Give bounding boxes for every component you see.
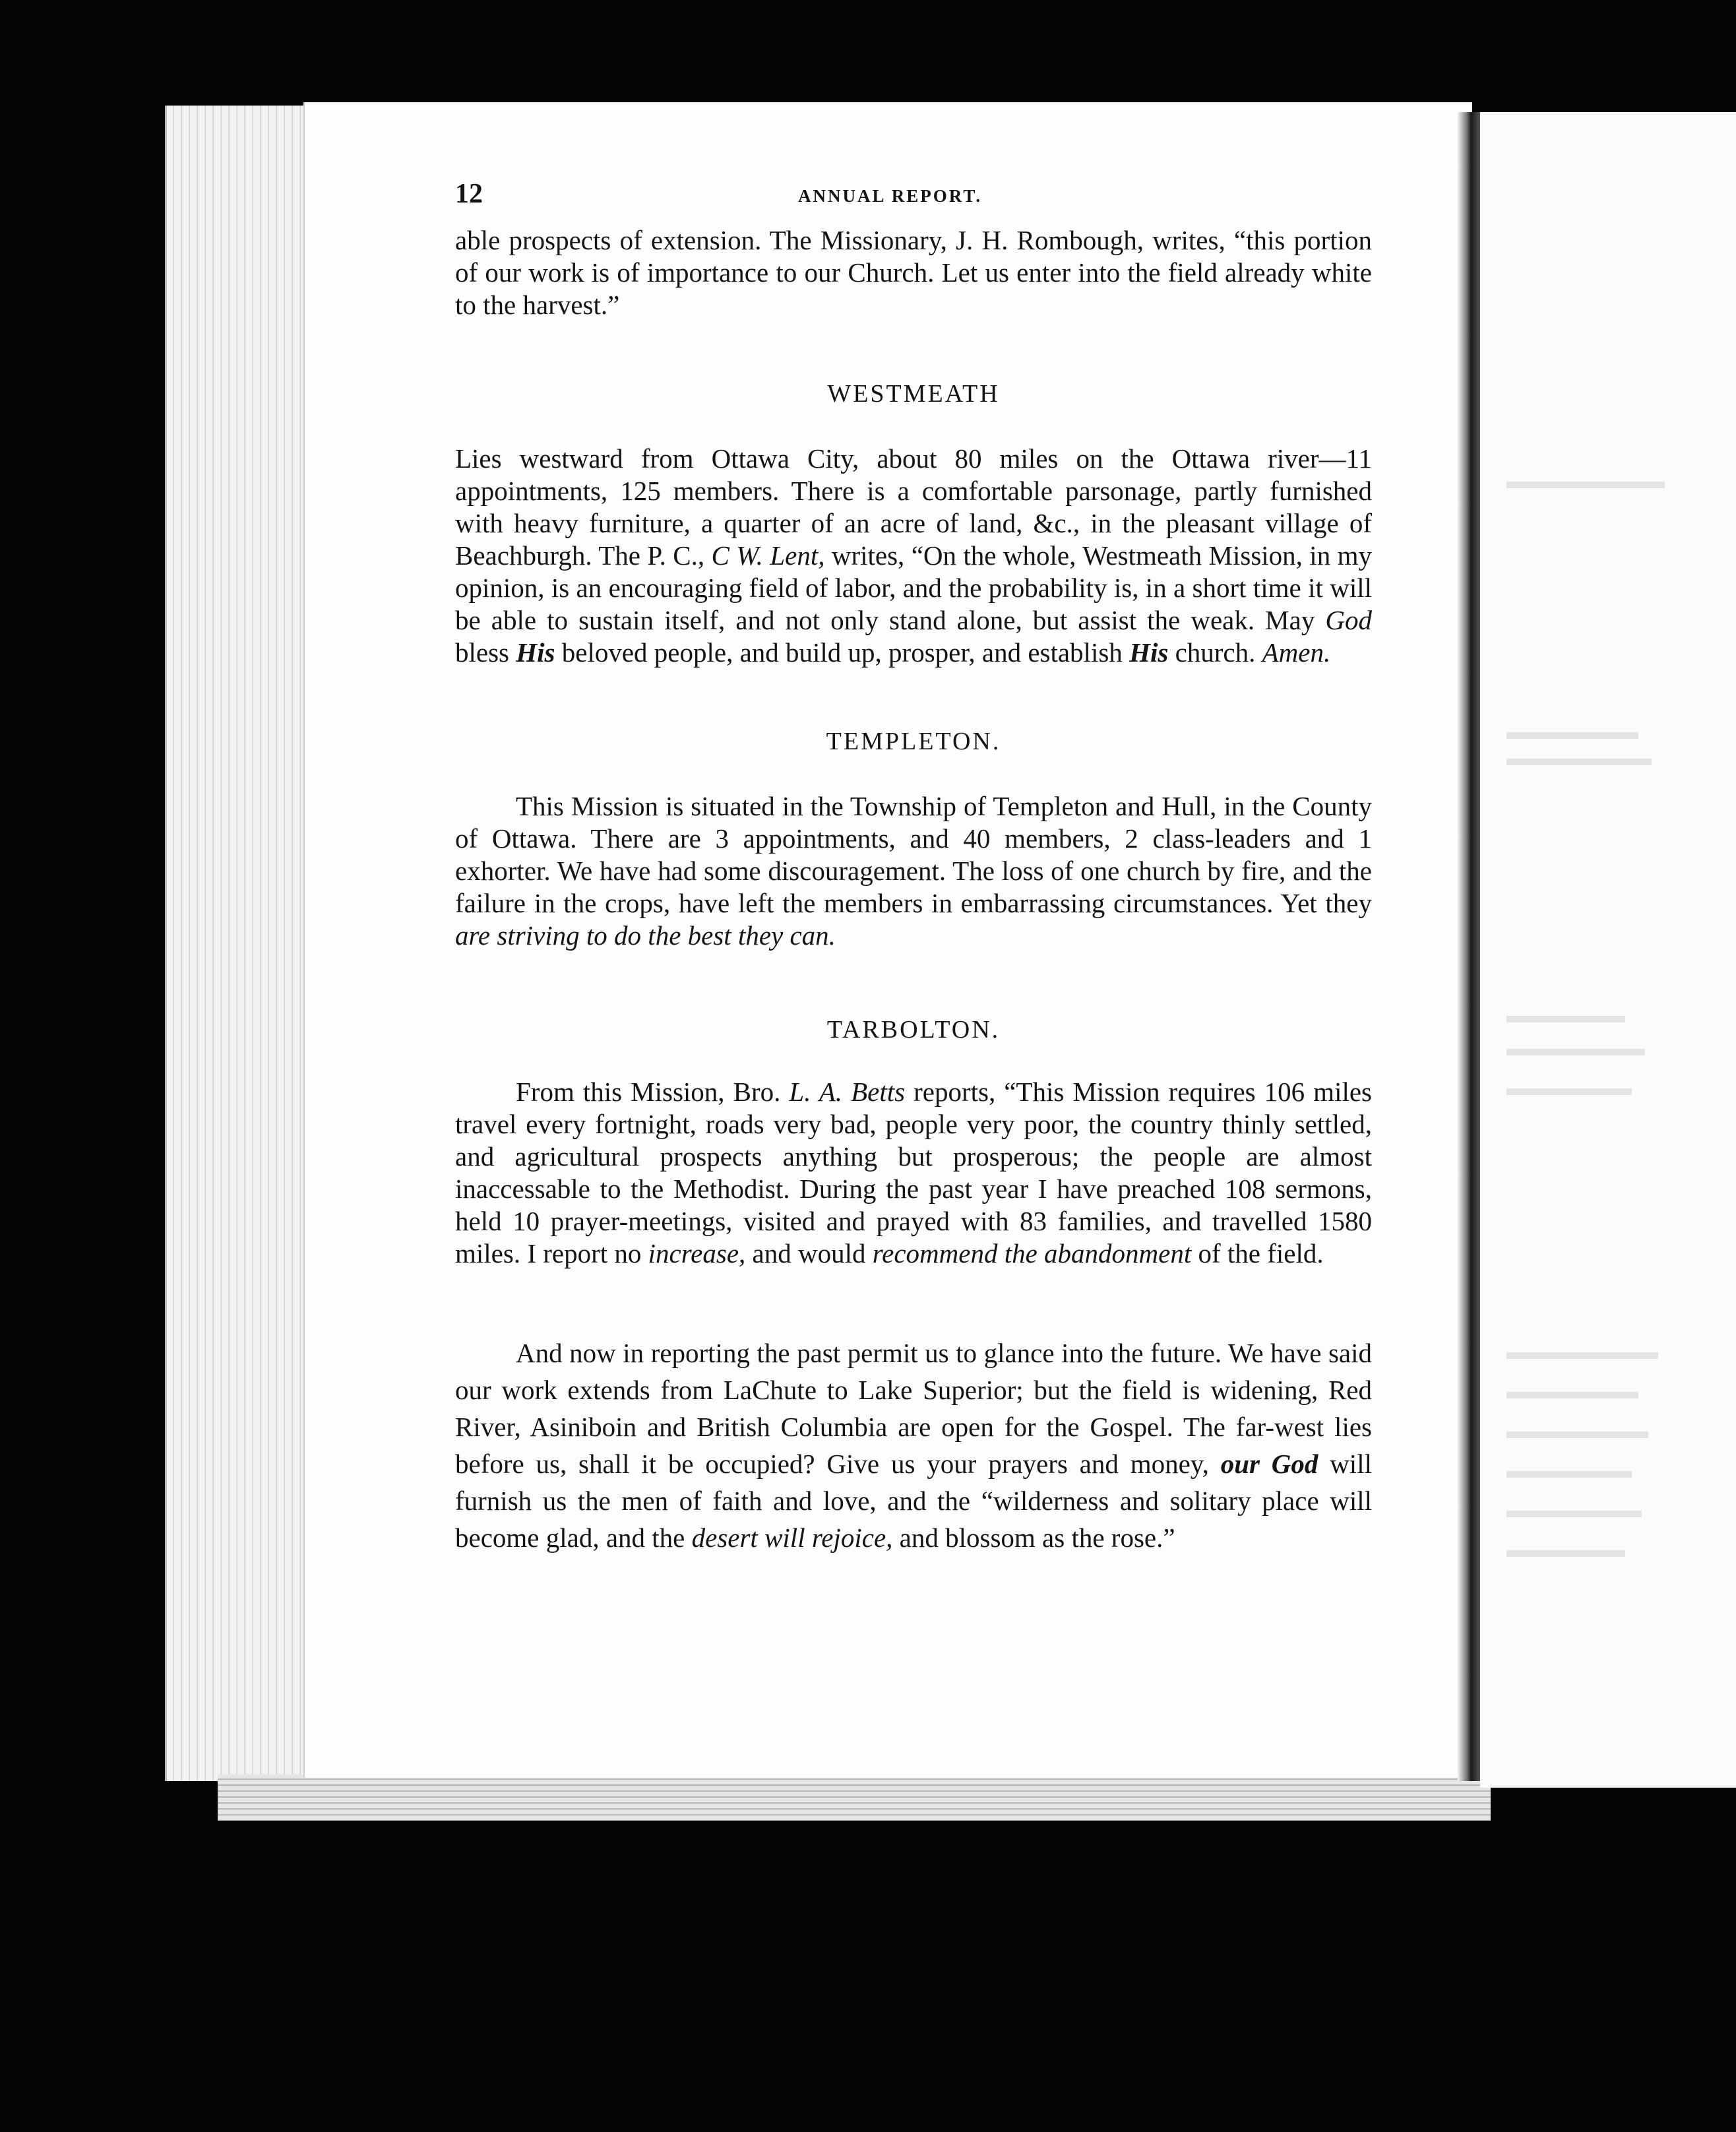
tarbolton-paragraph: From this Mission, Bro. L. A. Betts reports, “This Mission requires 106 miles travel every fortnight, roads very bad, people very poor, the country thinly settled, and agricultural prospects anything but prosperous; the people are almost inaccessable to the Methodist. During the past year I have preached 108 sermons, held 10 prayer-meetings, visited and prayed with 83 families, and travelled 1580 miles. I report no increase, and would recommend the abandonment of the field. [455, 1077, 1373, 1269]
page-edges [165, 106, 319, 1781]
templeton-paragraph: This Mission is situated in the Township of Templeton and Hull, in the County of Ottawa. There are 3 appointments, and 40 members, 2 class-leaders and 1 exhorter. We have had some discouragement. The loss of one church by fire, and the failure in the crops, have left the members in embarrassing circumstances. Yet they are striving to do the best they can. [455, 791, 1372, 951]
heading-westmeath: WESTMEATH [827, 380, 1000, 408]
westmeath-paragraph: Lies westward from Ottawa City, about 80 miles on the Ottawa river—11 appointments, 125 members. There is a comfortable parsonage, partly furnished with heavy furniture, a quarter of an acre of land, &c., in the pleasant village of Beachburgh. The P. C., C W. Lent, writes, “On the whole, Westmeath Mission, in my opinion, is an encouraging field of labor, and the probability is, in a short time it will be able to sustain itself, and not only stand alone, but assist the weak. May God bless His beloved people, and build up, prosper, and establish His church. Amen. [455, 443, 1372, 668]
missionary-name: L. A. Betts [789, 1077, 906, 1107]
heading-tarbolton: TARBOLTON. [826, 1016, 1001, 1044]
heading-templeton: TEMPLETON. [826, 728, 1001, 755]
book-spine [1458, 112, 1480, 1781]
page-edges-bottom [218, 1774, 1491, 1821]
intro-paragraph: able prospects of extension. The Missionary, J. H. Rombough, writes, “this portion of our work is of importance to our Church. Let us enter into the field already white to the harvest.” [455, 225, 1372, 320]
pc-name: C W. Lent, [711, 540, 825, 571]
page-header [455, 172, 1372, 224]
running-head: ANNUAL REPORT. [798, 186, 983, 206]
page-number: 12 [455, 179, 483, 209]
facing-page [1480, 112, 1736, 1788]
page-text [455, 172, 1372, 1556]
closing-paragraph: And now in reporting the past permit us to glance into the future. We have said our work extends from LaChute to Lake Superior; but the field is widening, Red River, Asiniboin and British Columbia are open for the Gospel. The far-west lies before us, shall it be occupied? Give us your prayers and money, our God will furnish us the men of faith and love, and the “wilderness and solitary place will become glad, and the desert will rejoice, and blossom as the rose.” [455, 1338, 1372, 1553]
